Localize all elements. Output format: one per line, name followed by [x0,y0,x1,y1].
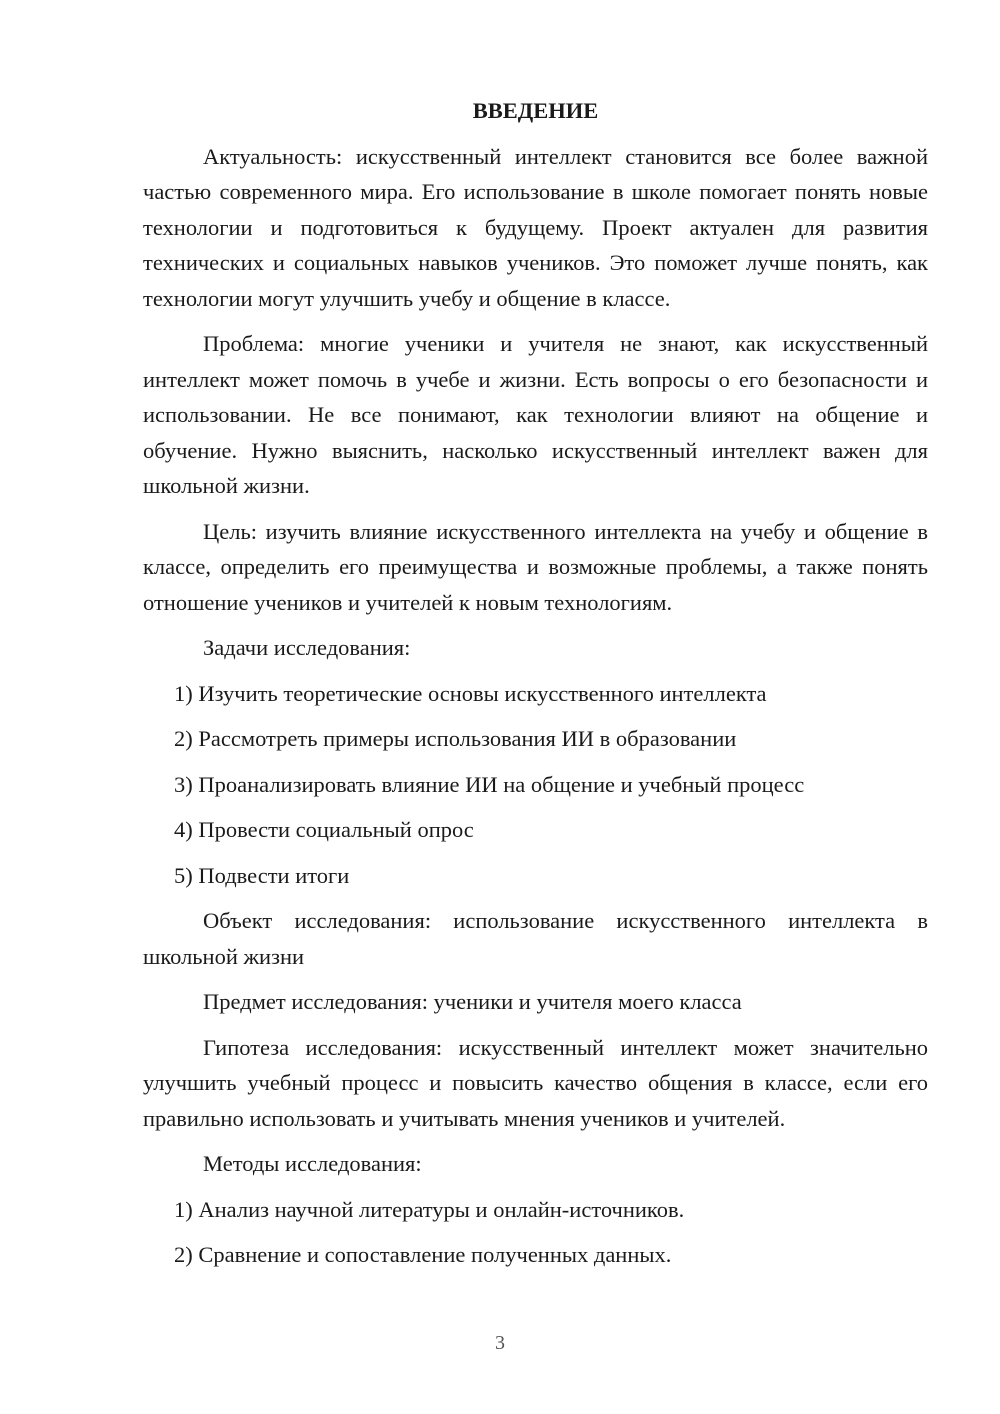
task-item-1: 1) Изучить теоретические основы искусственного интеллекта [174,680,767,706]
page-title: ВВЕДЕНИЕ [472,98,599,123]
task-item-5: 5) Подвести итоги [174,862,350,888]
task-item-3: 3) Проанализировать влияние ИИ на общение и учебный процесс [174,771,805,797]
task-item-2: 2) Рассмотреть примеры использования ИИ в образовании [174,726,737,751]
subject-paragraph: Предмет исследования: ученики и учителя моего класса [203,989,742,1014]
hypothesis-paragraph: Гипотеза исследования: искусственный интеллект может значительно улучшить учебный процесс и повысить качество общения в классе, если его правильно использовать и учитывать мнения учеников и учителей. [143,1034,928,1131]
object-paragraph: Объект исследования: использование искусственного интеллекта в школьной жизни [143,908,928,969]
methods-heading: Методы исследования: [203,1151,422,1176]
page-number: 3 [495,1332,505,1354]
method-item-1: 1) Анализ научной литературы и онлайн-источников. [174,1196,685,1222]
task-item-4: 4) Провести социальный опрос [174,817,474,842]
tasks-heading: Задачи исследования: [203,635,411,660]
goal-paragraph: Цель: изучить влияние искусственного интеллекта на учебу и общение в классе, определить его преимущества и возможные проблемы, а также понять отношение учеников и учителей к новым технологиям. [143,518,928,615]
method-item-2: 2) Сравнение и сопоставление полученных данных. [174,1242,672,1267]
relevance-paragraph: Актуальность: искусственный интеллект становится все более важной частью современного мира. Его использование в школе помогает понять новые технологии и подготовиться к будущему. Проект актуален для развития технических и социальных навыков учеников. Это поможет лучше понять, как технологии могут улучшить учебу и общение в классе. [143,143,928,311]
page-content [143,93,928,1283]
problem-paragraph: Проблема: многие ученики и учителя не знают, как искусственный интеллект может помочь в учебе и жизни. Есть вопросы о его безопасности и использовании. Не все понимают, как технологии влияют на общение и обучение. Нужно выяснить, насколько искусственный интеллект важен для школьной жизни. [143,331,928,498]
